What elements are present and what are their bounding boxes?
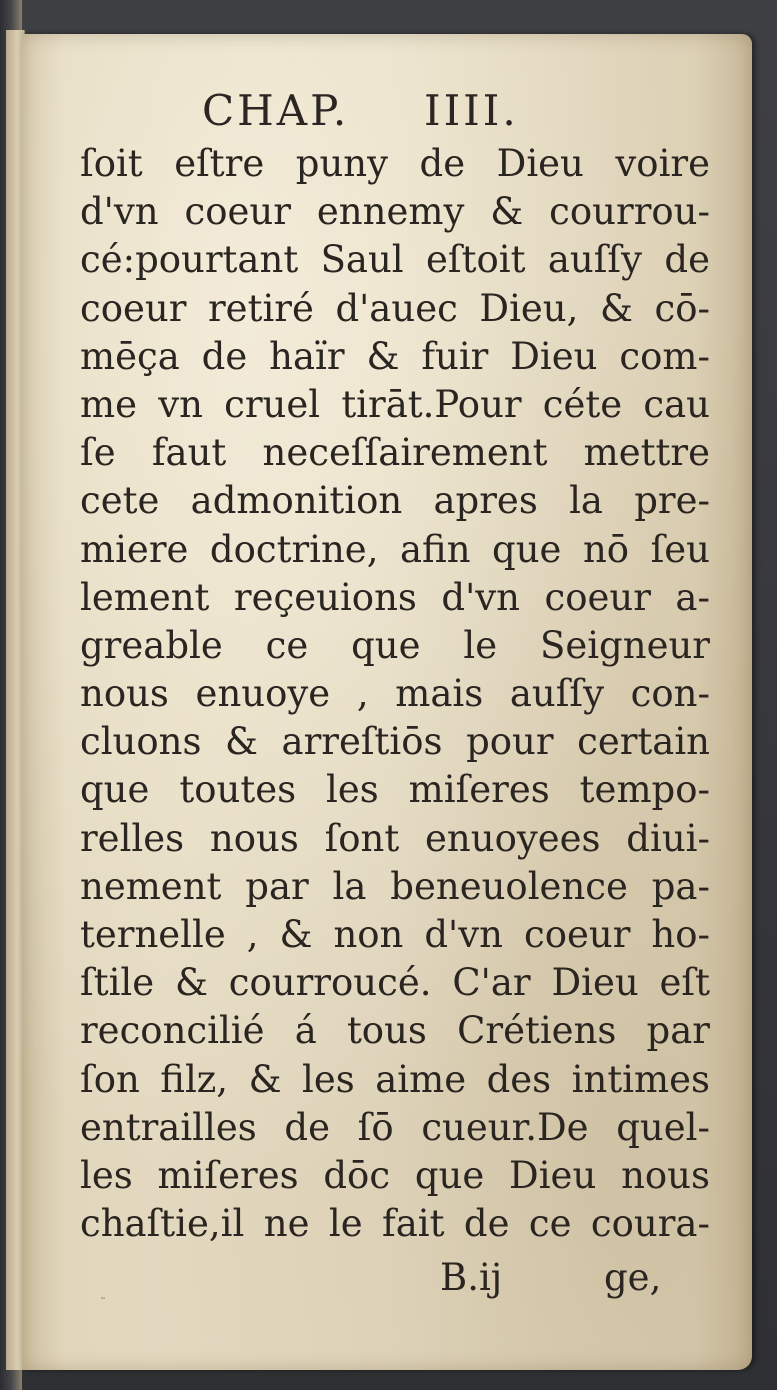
ink-smudge: ˜ [100,1296,106,1310]
text-line: coeur retiré d'auec Dieu, & cō- [80,286,710,330]
text-line: nement par la beneuolence pa- [80,864,710,908]
text-line: entrailles de ſō cueur.De quel- [80,1105,710,1149]
text-line: lement reçeuions d'vn coeur a- [80,575,710,619]
text-line: reconcilié á tous Crétiens par [80,1009,710,1053]
page-footer [22,1256,752,1310]
text-line: cete admonition apres la pre- [80,479,710,523]
text-line: ternelle , & non d'vn coeur ho- [80,913,710,956]
signature-mark: B.ij [440,1256,503,1299]
text-line: les miſeres dōc que Dieu nous [80,1153,710,1197]
book-page [22,34,752,1370]
text-line: cluons & arreſtiōs pour certain [80,720,710,764]
text-line: miere doctrine, afin que nō ſeu [80,527,710,571]
text-line: me vn cruel tirāt.Pour céte cau [80,382,710,426]
text-line: cé:pourtant Saul eſtoit auſſy de [80,238,710,282]
text-line: nous enuoye , mais auſſy con- [80,672,710,716]
text-line: ſtile & courroucé. C'ar Dieu eſt [80,961,710,1005]
catchword: ge, [604,1256,662,1299]
chapter-label: CHAP. [202,86,350,135]
chapter-number: IIII. [424,86,519,135]
running-head [22,86,752,146]
text-line: chaſtie,il ne le fait de ce coura- [80,1202,710,1246]
text-line: relles nous ſont enuoyees diui- [80,816,710,860]
text-line: ſon filz, & les aime des intimes [80,1057,710,1101]
body-text [80,140,710,1248]
text-line: mēça de haïr & fuir Dieu com- [80,334,710,378]
text-line: greable ce que le Seigneur [80,623,710,667]
text-line: ſoit eſtre puny de Dieu voire [80,142,710,185]
text-line: d'vn coeur ennemy & courrou- [80,190,710,234]
text-line: que toutes les miſeres tempo- [80,768,710,812]
text-line: ſe faut neceſſairement mettre [80,431,710,475]
